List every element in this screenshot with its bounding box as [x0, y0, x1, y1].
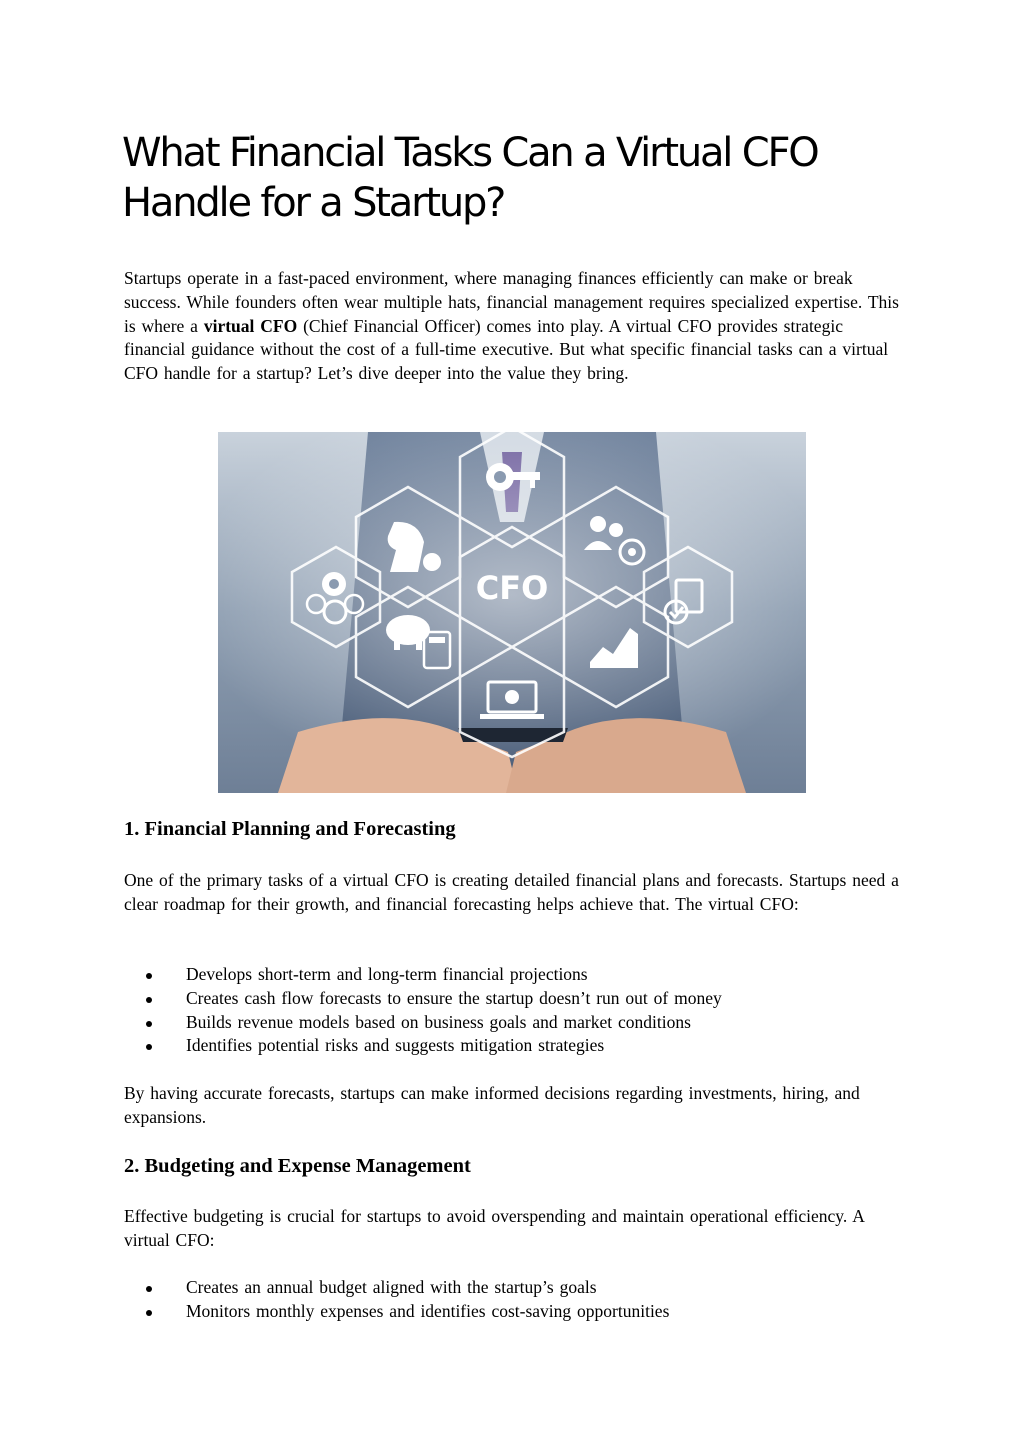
list-item-text: Identifies potential risks and suggests mitigation strategies	[186, 1035, 605, 1056]
list-item	[124, 1034, 904, 1058]
list-item	[124, 1300, 904, 1324]
list-item	[124, 963, 904, 987]
section-1-heading: 1. Financial Planning and Forecasting	[124, 818, 456, 840]
list-item-text: Creates an annual budget aligned with the startup’s goals	[186, 1277, 597, 1297]
list-item	[124, 1011, 904, 1035]
list-item	[124, 1276, 904, 1300]
section-1-closing-paragraph: By having accurate forecasts, startups can make informed decisions regarding investments, hiring, and expansions.	[124, 1083, 860, 1127]
section-2-paragraph: Effective budgeting is crucial for startups to avoid overspending and maintain operational efficiency. A virtual CFO:	[124, 1206, 864, 1250]
hero-center-label: CFO	[475, 569, 549, 607]
section-2-heading: 2. Budgeting and Expense Management	[124, 1155, 471, 1177]
hero-image	[218, 432, 806, 793]
intro-paragraph	[124, 267, 904, 386]
section-1-paragraph: One of the primary tasks of a virtual CFO is creating detailed financial plans and forecasts. Startups need a clear roadmap for their growth, and financial forecasting helps achieve that. The virtual CFO:	[124, 870, 899, 914]
section-1-bullet-list	[124, 963, 904, 1058]
intro-bold-term: virtual CFO	[203, 315, 298, 336]
section-2-bullet-list	[124, 1276, 904, 1324]
intro-text-end: (Chief Financial Officer) comes into play. A virtual CFO provides strategic financial guidance without the cost of a full-time executive. But what specific financial tasks can a virtual CFO handle for a startup? Let’s dive deeper into the value they bring.	[124, 315, 889, 384]
list-item-text: Develops short-term and long-term financial projections	[186, 964, 588, 984]
list-item-text: Creates cash flow forecasts to ensure the startup doesn’t run out of money	[186, 987, 722, 1008]
list-item	[124, 987, 904, 1011]
page-title: What Financial Tasks Can a Virtual CFO Handle for a Startup?	[122, 130, 818, 226]
list-item-text: Monitors monthly expenses and identifies cost-saving opportunities	[186, 1300, 670, 1321]
intro-text-start: Startups operate in a fast-paced environment, where managing finances efficiently can make or break success. While founders often wear multiple hats, financial management requires specialized expertise. This is where a	[124, 268, 899, 336]
list-item-text: Builds revenue models based on business goals and market conditions	[186, 1011, 691, 1032]
